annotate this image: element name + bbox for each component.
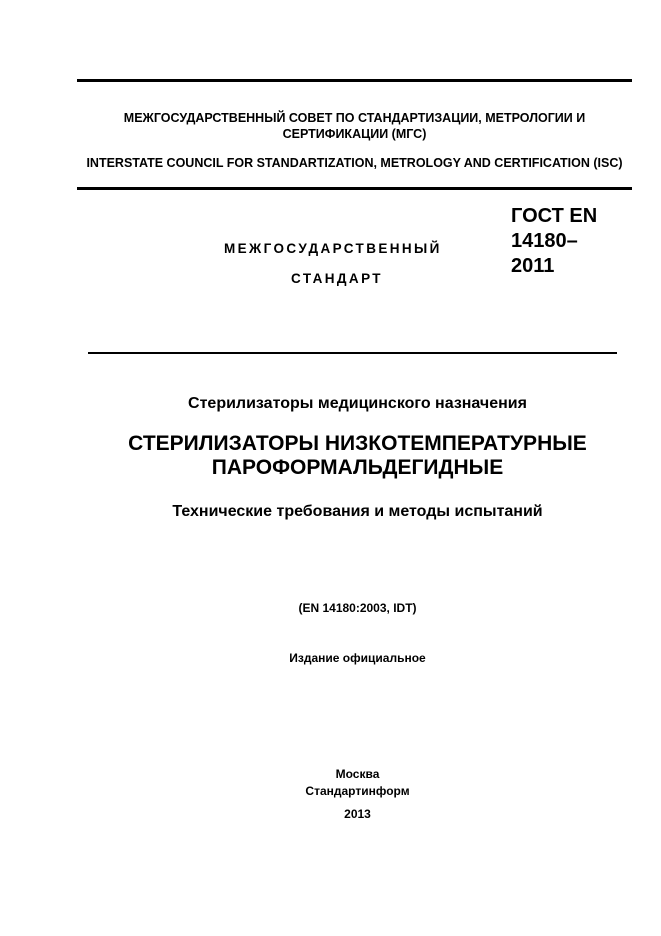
- council-name-en: [77, 155, 632, 171]
- imprint-publisher: Стандартинформ: [305, 784, 410, 798]
- council-name-ru: [77, 110, 632, 142]
- reference-standard: (EN 14180:2003, IDT): [298, 601, 417, 615]
- council-name-en-text: INTERSTATE COUNCIL FOR STANDARTIZATION, METROLOGY AND CERTIFICATION (ISC): [86, 156, 623, 170]
- standard-code: [511, 204, 597, 279]
- standard-type-line2: СТАНДАРТ: [291, 271, 383, 286]
- standard-code-line1: ГОСТ EN: [511, 205, 598, 227]
- document-title-line2: ПАРОФОРМАЛЬДЕГИДНЫЕ: [211, 456, 504, 479]
- document-subtitle: Технические требования и методы испытаний: [172, 503, 543, 520]
- standard-code-line3: 2011: [511, 255, 555, 277]
- imprint-year: 2013: [344, 807, 371, 821]
- standard-type-line1: МЕЖГОСУДАРСТВЕННЫЙ: [224, 241, 442, 256]
- document-title: [80, 432, 635, 480]
- document-category: Стерилизаторы медицинского назначения: [188, 395, 527, 412]
- imprint: [80, 766, 635, 823]
- header-bottom-rule: [77, 187, 632, 190]
- top-rule: [77, 79, 632, 82]
- document-title-line1: СТЕРИЛИЗАТОРЫ НИЗКОТЕМПЕРАТУРНЫЕ: [128, 432, 587, 455]
- standard-code-line2: 14180–: [511, 230, 578, 252]
- title-rule: [88, 352, 617, 354]
- edition-label: Издание официальное: [289, 651, 426, 665]
- council-name-ru-text: МЕЖГОСУДАРСТВЕННЫЙ СОВЕТ ПО СТАНДАРТИЗАЦИИ, МЕТРОЛОГИИ И СЕРТИФИКАЦИИ (МГС): [123, 111, 586, 141]
- imprint-city: Москва: [335, 767, 380, 781]
